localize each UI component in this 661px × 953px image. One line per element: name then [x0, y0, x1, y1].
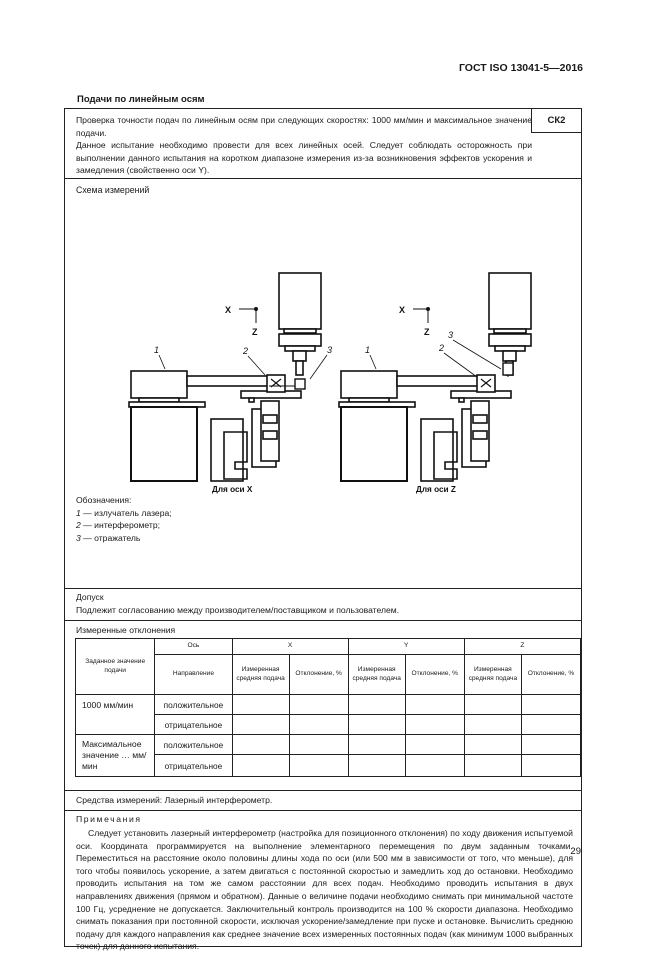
- legend-item: [76, 519, 172, 532]
- legend-text: — интерферометр;: [83, 520, 161, 531]
- axis-header: Ось: [155, 639, 232, 655]
- tolerance-label: Допуск: [76, 592, 104, 602]
- value-cell[interactable]: [521, 695, 580, 715]
- diagram-x-caption: Для оси X: [212, 485, 253, 494]
- tolerance-text: Подлежит согласованию между производителем/поставщиком и пользователем.: [76, 605, 400, 615]
- value-cell[interactable]: [289, 735, 348, 755]
- intro-text: [76, 114, 532, 177]
- direction-cell: отрицательное: [155, 755, 232, 777]
- tolerance-section: [65, 589, 581, 621]
- measuring-tools-text: Средства измерений: Лазерный интерферометр.: [76, 795, 273, 805]
- notes-text: Следует установить лазерный интерферометр (настройка для позиционного отклонения) по ходу движения испытуемой оси. Координата программируется на выполнение элементарного перемещения по двум заданным точками. Переместиться на расстояние около половины длины хода по оси (или 500 мм в зависимости от того, что меньше), для того чтобы появилось ускорение, а затем двигаться с постоянной скоростью и замедлить ход до остановки. Необходимо проводить испытания на том же самом расстоянии для всех подач. Необходимо проводить испытания в двух направлениях движения (прямом и обратном). Данные о величине подачи необходимо снимать при минимальной частоте 100 Гц, усреднение не допускается. Заключительный контроль производится на 100 % скорости диапазона. Необходимо снимать показания при постоянной скорости, исключая ускорение/замедление при пуске и остановке. Вычислить среднюю подачу для каждого направления как среднее значение всех измеренных постоянных подач (как минимум 1000 выбранных точек) для данного испытания.: [76, 828, 573, 952]
- value-cell[interactable]: [521, 755, 580, 777]
- feed-value-cell: Максимальное значение … мм/мин: [76, 735, 155, 777]
- mean-feed-header-x: Измеренная средняя подача: [232, 655, 289, 695]
- value-cell[interactable]: [405, 735, 464, 755]
- diagram-z-caption: Для оси Z: [416, 485, 456, 494]
- deviation-header-x: Отклонение, %: [289, 655, 348, 695]
- notes-section: [65, 811, 581, 952]
- value-cell[interactable]: [289, 695, 348, 715]
- value-cell[interactable]: [348, 735, 405, 755]
- value-cell[interactable]: [289, 715, 348, 735]
- axis-x-header: X: [232, 639, 348, 655]
- direction-cell: отрицательное: [155, 715, 232, 735]
- section-title: Подачи по линейным осям: [77, 94, 205, 105]
- legend-text: — излучатель лазера;: [83, 507, 172, 518]
- direction-cell: положительное: [155, 695, 232, 715]
- callout-1-right: 1: [365, 345, 371, 355]
- direction-header: Направление: [155, 655, 232, 695]
- mean-feed-header-y: Измеренная средняя подача: [348, 655, 405, 695]
- value-cell[interactable]: [348, 755, 405, 777]
- measured-deviations-section: [65, 621, 581, 791]
- value-cell[interactable]: [232, 755, 289, 777]
- direction-cell: положительное: [155, 735, 232, 755]
- diagram-z-axis: [339, 273, 531, 494]
- value-cell[interactable]: [464, 715, 521, 735]
- diagram-x-axis-label-x: X: [225, 305, 232, 315]
- value-cell[interactable]: [464, 755, 521, 777]
- intro-para-2: Данное испытание необходимо провести для всех линейных осей. Следует соблюдать осторожность при выполнении данного испытания на коротком диапазоне измерения из-за возникновения эффектов ускорения и замедления (свойственно оси Y).: [76, 140, 532, 176]
- feed-value-cell: 1000 мм/мин: [76, 695, 155, 735]
- axis-y-header: Y: [348, 639, 464, 655]
- legend: [76, 494, 172, 544]
- mean-feed-header-z: Измеренная средняя подача: [464, 655, 521, 695]
- value-cell[interactable]: [232, 715, 289, 735]
- value-cell[interactable]: [405, 755, 464, 777]
- value-cell[interactable]: [348, 715, 405, 735]
- test-code-box: СК2: [531, 109, 581, 133]
- legend-num: 1: [76, 507, 81, 518]
- intro-section: [65, 109, 581, 179]
- table-corner-header: Заданное значение подачи: [76, 639, 155, 695]
- legend-item: [76, 532, 172, 545]
- page-number: 29: [570, 846, 581, 857]
- measuring-tools-section: [65, 791, 581, 811]
- measurement-schema: [65, 179, 581, 589]
- diagram-z-axis-label-z: Z: [424, 327, 430, 337]
- schema-title: Схема измерений: [76, 185, 150, 195]
- legend-text: — отражатель: [83, 532, 141, 543]
- diagram-z-axis-label-x: X: [399, 305, 406, 315]
- diagram-x-axis: [129, 273, 332, 494]
- callout-1-left: 1: [154, 345, 160, 355]
- value-cell[interactable]: [521, 735, 580, 755]
- value-cell[interactable]: [232, 735, 289, 755]
- callout-3-left: 3: [327, 345, 333, 355]
- value-cell[interactable]: [464, 735, 521, 755]
- legend-num: 2: [76, 520, 81, 531]
- table-row: [76, 735, 581, 755]
- callout-2-right: 2: [439, 343, 445, 353]
- notes-title: Примечания: [76, 814, 142, 824]
- value-cell[interactable]: [405, 695, 464, 715]
- value-cell[interactable]: [521, 715, 580, 735]
- intro-para-1: Проверка точности подач по линейным осям при следующих скоростях: 1000 мм/мин и максимальное значение подачи.: [76, 115, 532, 138]
- diagram-x-axis-label-z: Z: [252, 327, 258, 337]
- callout-2-left: 2: [243, 346, 249, 356]
- value-cell[interactable]: [289, 755, 348, 777]
- value-cell[interactable]: [464, 695, 521, 715]
- value-cell[interactable]: [405, 715, 464, 735]
- value-cell[interactable]: [232, 695, 289, 715]
- callout-3-right: 3: [448, 330, 454, 340]
- value-cell[interactable]: [348, 695, 405, 715]
- deviations-table: [75, 638, 581, 777]
- test-sheet-frame: [64, 108, 582, 952]
- table-row: [76, 695, 581, 715]
- measured-deviations-label: Измеренные отклонения: [76, 625, 176, 635]
- standard-code: ГОСТ ISO 13041-5—2016: [458, 62, 583, 74]
- legend-item: [76, 507, 172, 520]
- legend-num: 3: [76, 532, 81, 543]
- deviation-header-z: Отклонение, %: [521, 655, 580, 695]
- legend-title: Обозначения:: [76, 495, 132, 505]
- axis-z-header: Z: [464, 639, 580, 655]
- deviation-header-y: Отклонение, %: [405, 655, 464, 695]
